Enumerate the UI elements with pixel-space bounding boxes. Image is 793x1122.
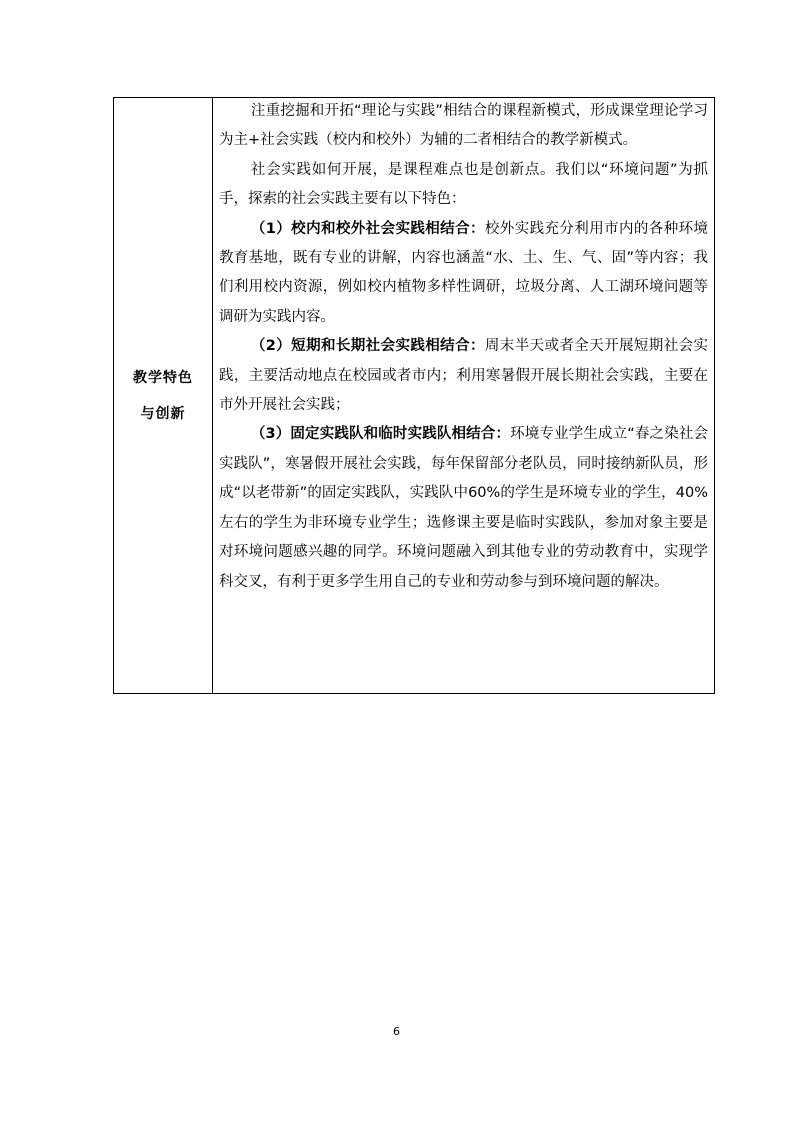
paragraph-4 xyxy=(219,332,708,420)
paragraph-1-text: 注重挖掘和开拓“理论与实践”相结合的课程新模式，形成课堂理论学习为主+社会实践（校内和校外）为辅的二者相结合的教学新模式。 xyxy=(219,103,708,149)
paragraph-3-text: 校外实践充分利用市内的各种环境教育基地，既有专业的讲解，内容也涵盖“水、土、生、气、固”等内容；我们利用校内资源，例如校内植物多样性调研，垃圾分离、人工湖环境问题等调研为实践内容。 xyxy=(219,220,708,325)
paragraph-4-text: 周末半天或者全天开展短期社会实践，主要活动地点在校园或者市内；利用寒暑假开展长期社会实践，主要在市外开展社会实践； xyxy=(219,338,708,414)
paragraph-1 xyxy=(219,97,708,156)
paragraph-5 xyxy=(219,420,708,596)
paragraph-5-text: 环境专业学生成立“春之染社会实践队”，寒暑假开展社会实践，每年保留部分老队员，同时接纳新队员，形成“以老带新”的固定实践队，实践队中60%的学生是环境专业的学生，40%左右的学生为非环境专业学生；选修课主要是临时实践队，参加对象主要是对环境问题感兴趣的同学。环境问题融入到其他专业的劳动教育中，实现学科交叉，有利于更多学生用自己的专业和劳动参与到环境问题的解决。 xyxy=(219,426,708,590)
paragraph-3 xyxy=(219,215,708,333)
paragraph-3-lead: （1）校内和校外社会实践相结合： xyxy=(250,220,485,237)
paragraph-2 xyxy=(219,156,708,215)
row-label-cell xyxy=(114,98,212,693)
page-number: 6 xyxy=(393,1025,400,1038)
row-label-line-2: 与创新 xyxy=(140,405,186,422)
paragraph-5-lead: （3）固定实践队和临时实践队相结合： xyxy=(250,426,511,443)
row-label-line-1: 教学特色 xyxy=(133,369,193,386)
paragraph-4-lead: （2）短期和长期社会实践相结合： xyxy=(250,338,485,355)
paragraph-2-text: 社会实践如何开展，是课程难点也是创新点。我们以“环境问题”为抓手，探索的社会实践主要有以下特色： xyxy=(219,161,708,208)
content-cell xyxy=(213,98,714,693)
feature-table xyxy=(113,97,715,694)
